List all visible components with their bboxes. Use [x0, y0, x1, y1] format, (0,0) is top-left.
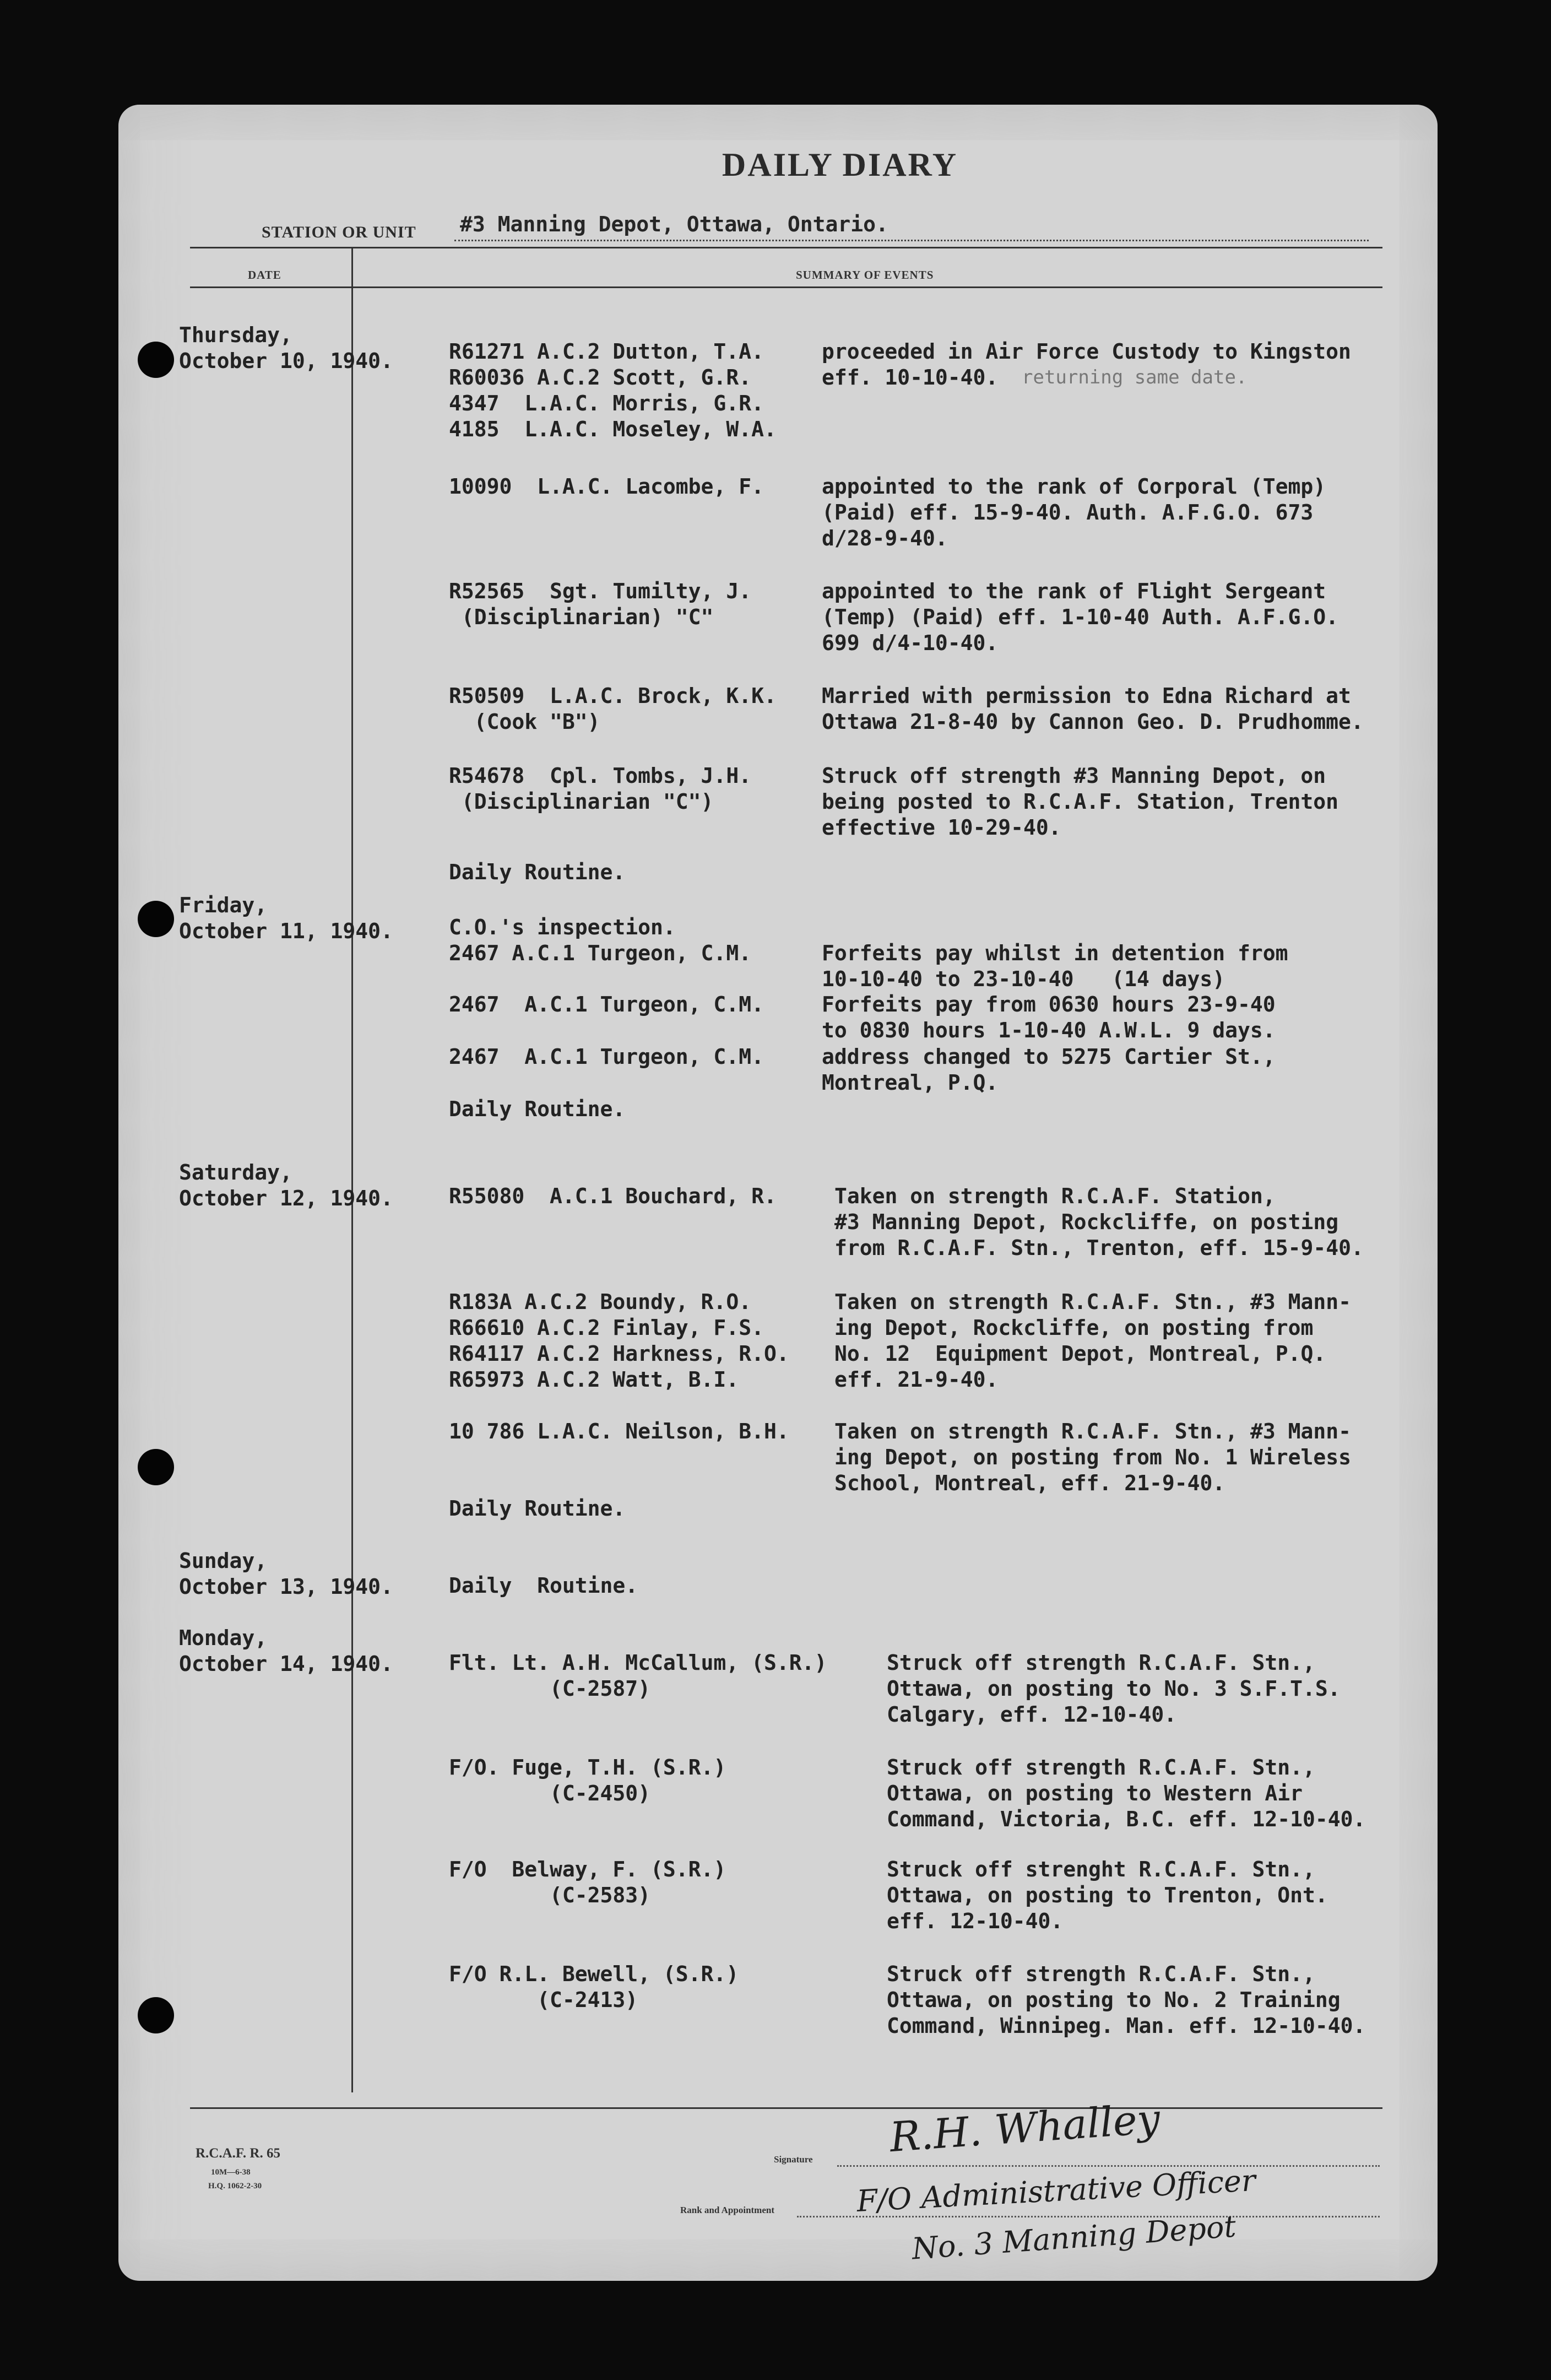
personnel-entry: R61271 A.C.2 Dutton, T.A. R60036 A.C.2 Scott, G.R. 4347 L.A.C. Morris, G.R. 4185 L.A.C. Moseley, W.A.	[449, 339, 777, 441]
personnel-entry: 2467 A.C.1 Turgeon, C.M.	[449, 992, 764, 1016]
personnel-entry: F/O R.L. Bewell, (S.R.) (C-2413)	[449, 1962, 739, 2012]
diary-sheet	[118, 105, 1438, 2281]
routine-entry: Daily Routine.	[449, 1496, 626, 1521]
personnel-entry: R50509 L.A.C. Brock, K.K. (Cook "B")	[449, 684, 777, 734]
rank-label: Rank and Appointment	[680, 2205, 775, 2215]
event-summary: Taken on strength R.C.A.F. Station, #3 Manning Depot, Rockcliffe, on posting from R.C.A.F. Stn., Trenton, eff. 15-9-40.	[834, 1184, 1364, 1260]
station-underline	[454, 240, 1369, 241]
form-code: R.C.A.F. R. 65	[196, 2146, 280, 2161]
event-summary: Forfeits pay from 0630 hours 23-9-40 to 0830 hours 1-10-40 A.W.L. 9 days.	[822, 992, 1276, 1042]
punch-hole	[138, 901, 174, 937]
event-summary: appointed to the rank of Flight Sergeant (Temp) (Paid) eff. 1-10-40 Auth. A.F.G.O. 699 d/4-10-40.	[822, 579, 1338, 655]
station-label: STATION OR UNIT	[262, 223, 416, 241]
header-rule-top	[190, 247, 1382, 248]
event-summary: Taken on strength R.C.A.F. Stn., #3 Mann- ing Depot, Rockcliffe, on posting from No. 12 Equipment Depot, Montreal, P.Q. eff. 21-9-40.	[834, 1290, 1351, 1392]
personnel-entry: Flt. Lt. A.H. McCallum, (S.R.) (C-2587)	[449, 1651, 827, 1701]
event-summary: Forfeits pay whilst in detention from 10-10-40 to 23-10-40 (14 days)	[822, 941, 1288, 991]
form-print-run: 10M—6-38	[211, 2168, 251, 2177]
date-entry: Saturday, October 12, 1940.	[179, 1160, 393, 1210]
personnel-entry: 10 786 L.A.C. Neilson, B.H.	[449, 1419, 789, 1443]
event-note: returning same date.	[1022, 366, 1248, 388]
page-title: DAILY DIARY	[722, 147, 958, 183]
event-summary: Struck off strenght R.C.A.F. Stn., Ottawa, on posting to Trenton, Ont. eff. 12-10-40.	[887, 1857, 1328, 1933]
personnel-entry: 10090 L.A.C. Lacombe, F.	[449, 474, 764, 499]
routine-entry: Daily Routine.	[449, 860, 626, 884]
summary-column-header: SUMMARY OF EVENTS	[796, 268, 934, 282]
date-entry: Monday, October 14, 1940.	[179, 1626, 393, 1676]
event-summary: Struck off strength R.C.A.F. Stn., Ottawa, on posting to No. 3 S.F.T.S. Calgary, eff. 12-10-40.	[887, 1651, 1341, 1727]
date-entry: Thursday, October 10, 1940.	[179, 323, 393, 373]
personnel-entry: F/O. Fuge, T.H. (S.R.) (C-2450)	[449, 1755, 726, 1805]
personnel-entry: R183A A.C.2 Boundy, R.O. R66610 A.C.2 Finlay, F.S. R64117 A.C.2 Harkness, R.O. R65973 A.C.2 Watt, B.I.	[449, 1290, 789, 1392]
event-summary: address changed to 5275 Cartier St., Montreal, P.Q.	[822, 1045, 1276, 1095]
event-summary: Taken on strength R.C.A.F. Stn., #3 Mann- ing Depot, on posting from No. 1 Wireless School, Montreal, eff. 21-9-40.	[834, 1419, 1351, 1495]
footer-rule	[190, 2107, 1382, 2109]
routine-entry: Daily Routine.	[449, 1573, 638, 1598]
personnel-entry: 2467 A.C.1 Turgeon, C.M.	[449, 1045, 764, 1069]
date-entry: Friday, October 11, 1940.	[179, 893, 393, 943]
punch-hole	[138, 342, 174, 378]
date-column-header: DATE	[248, 268, 281, 282]
personnel-entry: F/O Belway, F. (S.R.) (C-2583)	[449, 1857, 726, 1907]
rank-handwriting: F/O Administrative Officer	[855, 2163, 1257, 2219]
header-rule-bottom	[190, 286, 1382, 288]
unit-handwriting: No. 3 Manning Depot	[910, 2209, 1238, 2267]
punch-hole	[138, 1997, 174, 2033]
signature-handwriting: R.H. Whalley	[888, 2095, 1162, 2162]
personnel-entry: R54678 Cpl. Tombs, J.H. (Disciplinarian "C")	[449, 764, 752, 814]
form-hq-number: H.Q. 1062-2-30	[208, 2182, 262, 2190]
personnel-entry: R52565 Sgt. Tumilty, J. (Disciplinarian) "C"	[449, 579, 752, 629]
signature-label: Signature	[774, 2154, 813, 2165]
station-value: #3 Manning Depot, Ottawa, Ontario.	[460, 212, 888, 236]
punch-hole	[138, 1449, 174, 1485]
personnel-entry: C.O.'s inspection. 2467 A.C.1 Turgeon, C.M.	[449, 915, 752, 965]
event-summary: proceeded in Air Force Custody to Kingston eff. 10-10-40.	[822, 339, 1351, 390]
event-summary: appointed to the rank of Corporal (Temp) (Paid) eff. 15-9-40. Auth. A.F.G.O. 673 d/28-9-40.	[822, 474, 1326, 550]
signature-line	[837, 2165, 1380, 2167]
personnel-entry: R55080 A.C.1 Bouchard, R.	[449, 1184, 777, 1208]
event-summary: Married with permission to Edna Richard at Ottawa 21-8-40 by Cannon Geo. D. Prudhomme.	[822, 684, 1364, 734]
routine-entry: Daily Routine.	[449, 1097, 626, 1121]
event-summary: Struck off strength R.C.A.F. Stn., Ottawa, on posting to No. 2 Training Command, Winnipeg. Man. eff. 12-10-40.	[887, 1962, 1366, 2038]
event-summary: Struck off strength R.C.A.F. Stn., Ottawa, on posting to Western Air Command, Victoria, B.C. eff. 12-10-40.	[887, 1755, 1366, 1831]
event-summary: Struck off strength #3 Manning Depot, on being posted to R.C.A.F. Station, Trenton effective 10-29-40.	[822, 764, 1338, 840]
date-entry: Sunday, October 13, 1940.	[179, 1549, 393, 1599]
